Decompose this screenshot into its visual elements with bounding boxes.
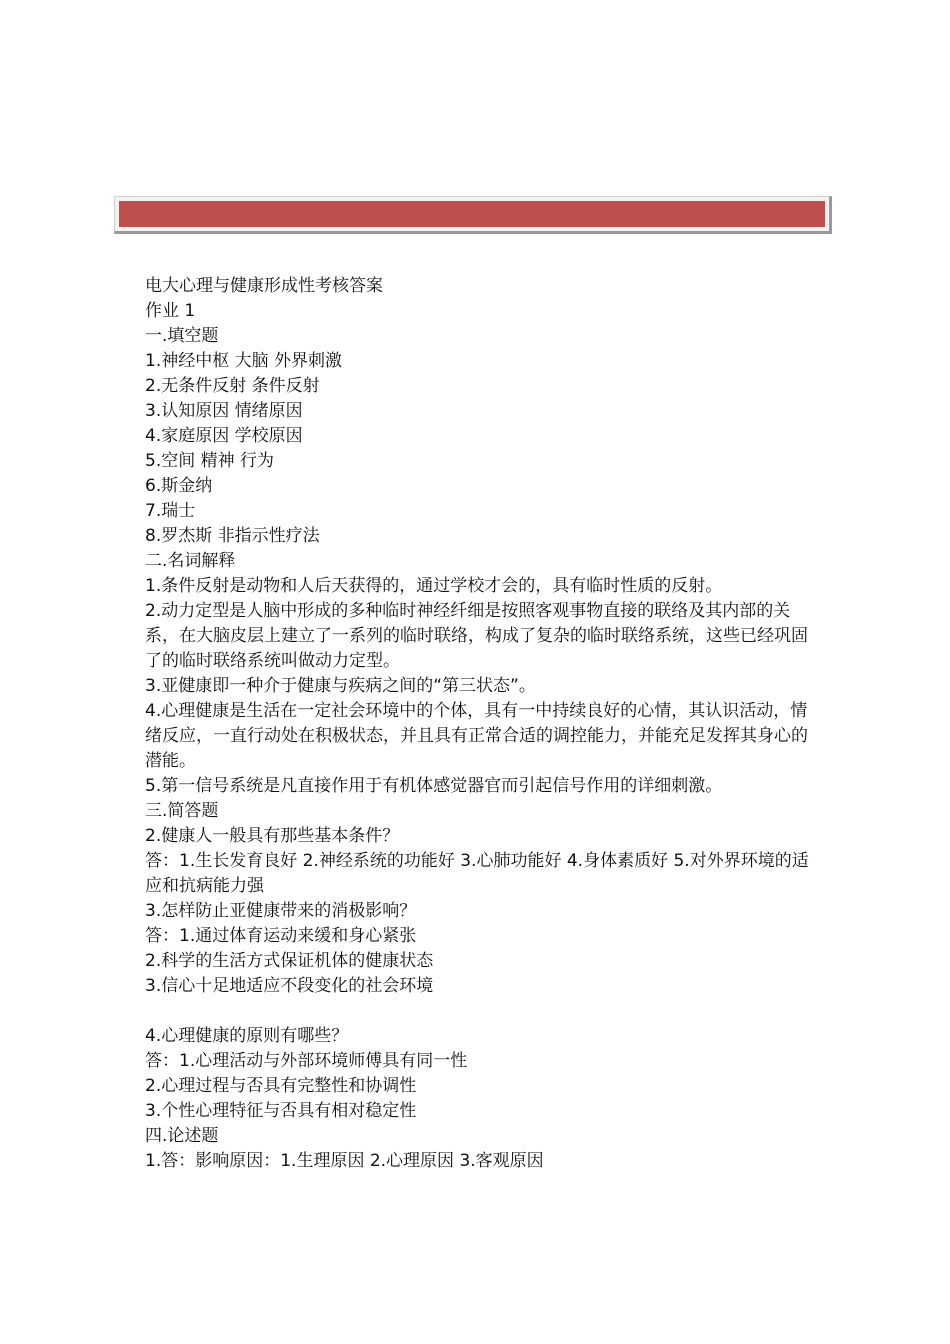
answer: 答：1.心理活动与外部环境师傅具有同一性 <box>145 1051 468 1071</box>
question: 4.心理健康的原则有哪些？ <box>145 1026 349 1046</box>
answer: 2.科学的生活方式保证机体的健康状态 <box>145 951 434 971</box>
fill-blank-item: 3.认知原因 情绪原因 <box>145 401 303 421</box>
term-definition: 3.亚健康即一种介于健康与疾病之间的“第三状态”。 <box>145 676 536 696</box>
term-definition: 1.条件反射是动物和人后天获得的，通过学校才会的，具有临时性质的反射。 <box>145 576 723 596</box>
section-heading-terms: 二.名词解释 <box>145 551 236 571</box>
section-heading-short-answer: 三.简答题 <box>145 801 219 821</box>
answer: 答：1.通过体育运动来缓和身心紧张 <box>145 926 417 946</box>
document-body <box>145 274 810 1174</box>
answer: 3.信心十足地适应不段变化的社会环境 <box>145 976 434 996</box>
document-subtitle: 作业 1 <box>145 301 196 321</box>
answer: 1.答：影响原因：1.生理原因 2.心理原因 3.客观原因 <box>145 1151 544 1171</box>
answer: 答：1.生长发育良好 2.神经系统的功能好 3.心肺功能好 4.身体素质好 5.对外界环境的适应和抗病能力强 <box>145 851 809 896</box>
fill-blank-item: 8.罗杰斯 非指示性疗法 <box>145 526 320 546</box>
document-title: 电大心理与健康形成性考核答案 <box>145 276 383 296</box>
fill-blank-item: 2.无条件反射 条件反射 <box>145 376 320 396</box>
term-definition: 4.心理健康是生活在一定社会环境中的个体，具有一中持续良好的心情，其认识活动，情绪反应，一直行动处在积极状态，并且具有正常合适的调控能力，并能充足发挥其身心的潜能。 <box>145 701 808 771</box>
answer: 2.心理过程与否具有完整性和协调性 <box>145 1076 417 1096</box>
question: 2.健康人一般具有那些基本条件？ <box>145 826 400 846</box>
section-heading-essay: 四.论述题 <box>145 1126 219 1146</box>
fill-blank-item: 5.空间 精神 行为 <box>145 451 275 471</box>
fill-blank-item: 1.神经中枢 大脑 外界刺激 <box>145 351 343 371</box>
term-definition: 2.动力定型是人脑中形成的多种临时神经纤细是按照客观事物直接的联络及其内部的关系，在大脑皮层上建立了一系列的临时联络，构成了复杂的临时联络系统，这些已经巩固了的临时联络系统叫做动力定型。 <box>145 601 808 671</box>
fill-blank-item: 4.家庭原因 学校原因 <box>145 426 303 446</box>
header-banner-bar <box>119 201 825 227</box>
term-definition: 5.第一信号系统是凡直接作用于有机体感觉器官而引起信号作用的详细刺激。 <box>145 776 723 796</box>
fill-blank-item: 7.瑞士 <box>145 501 196 521</box>
section-heading-fill-blank: 一.填空题 <box>145 326 219 346</box>
fill-blank-item: 6.斯金纳 <box>145 476 213 496</box>
answer: 3.个性心理特征与否具有相对稳定性 <box>145 1101 417 1121</box>
blank-line <box>145 999 810 1024</box>
header-banner <box>114 196 832 234</box>
question: 3.怎样防止亚健康带来的消极影响？ <box>145 901 417 921</box>
